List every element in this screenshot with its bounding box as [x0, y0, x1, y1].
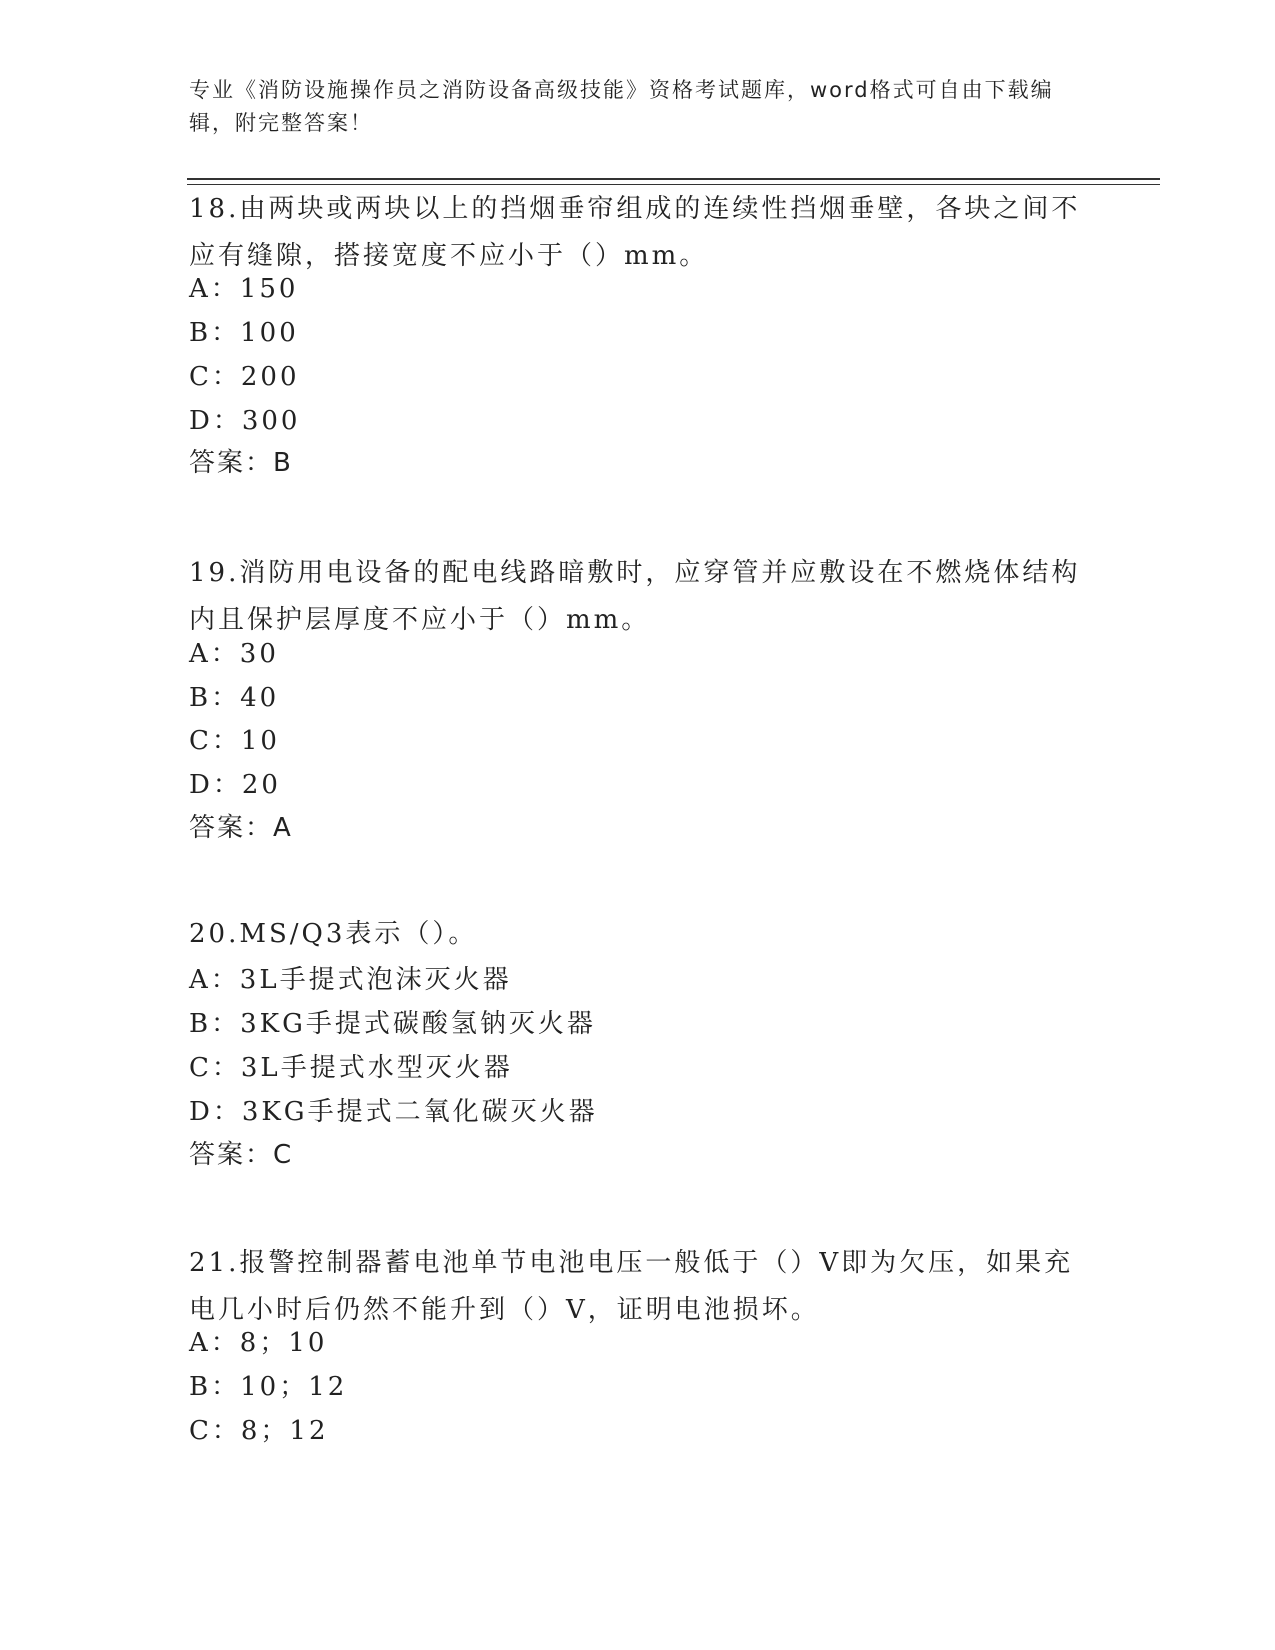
- question-18-answer: 答案：B: [189, 448, 293, 478]
- question-20-stem: 20.MS/Q3表示（）。: [189, 919, 478, 949]
- document-header: 专业《消防设施操作员之消防设备高级技能》资格考试题库，word格式可自由下载编辑，附完整答案！: [189, 78, 1054, 135]
- question-21-option-a: A：8；10: [189, 1328, 328, 1358]
- question-20-option-b: B：3KG手提式碳酸氢钠灭火器: [189, 1009, 596, 1039]
- question-21-stem: 21.报警控制器蓄电池单节电池电压一般低于（）V即为欠压，如果充电几小时后仍然不能升到（）V，证明电池损坏。: [189, 1248, 1074, 1325]
- question-18-option-c: C：200: [189, 362, 300, 392]
- question-18-option-b: B：100: [189, 318, 299, 348]
- question-20-option-d: D：3KG手提式二氧化碳灭火器: [189, 1097, 598, 1127]
- question-19-stem: 19.消防用电设备的配电线路暗敷时，应穿管并应敷设在不燃烧体结构内且保护层厚度不应小于（）mm。: [189, 558, 1081, 635]
- question-21-option-c: C：8；12: [189, 1416, 329, 1446]
- question-18-stem: 18.由两块或两块以上的挡烟垂帘组成的连续性挡烟垂壁，各块之间不应有缝隙，搭接宽度不应小于（）mm。: [189, 194, 1081, 271]
- question-18-option-a: A：150: [189, 274, 299, 304]
- question-21-option-b: B：10；12: [189, 1372, 348, 1402]
- question-20-option-c: C：3L手提式水型灭火器: [189, 1053, 513, 1083]
- question-19-answer: 答案：A: [189, 813, 293, 843]
- question-20-option-a: A：3L手提式泡沫灭火器: [189, 965, 512, 995]
- header-rule-thin: [187, 184, 1160, 185]
- question-19-option-a: A：30: [189, 639, 279, 669]
- question-19-option-d: D：20: [189, 770, 281, 800]
- question-19-option-b: B：40: [189, 683, 280, 713]
- question-18-option-d: D：300: [189, 406, 301, 436]
- question-20-answer: 答案：C: [189, 1140, 294, 1170]
- question-19-option-c: C：10: [189, 726, 280, 756]
- header-rule-thick: [187, 178, 1160, 180]
